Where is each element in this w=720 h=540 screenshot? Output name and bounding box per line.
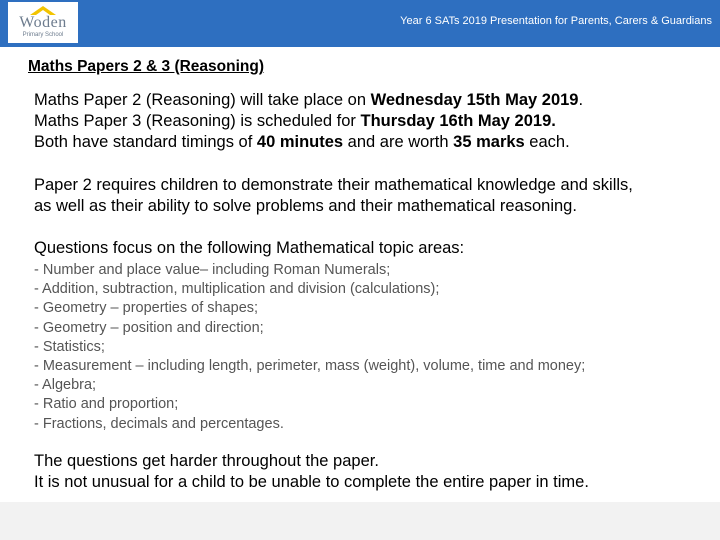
list-item: - Measurement – including length, perimeter, mass (weight), volume, time and money; <box>34 358 586 375</box>
logo-subtitle: Primary School <box>22 32 64 38</box>
intro-line-2 <box>34 111 714 132</box>
intro-line-3 <box>34 132 714 153</box>
list-item: - Geometry – properties of shapes; <box>34 300 259 317</box>
closing-line-2: It is not unusual for a child to be unable to complete the entire paper in time. <box>34 472 589 491</box>
marks: 35 marks <box>453 133 525 151</box>
intro-line-1 <box>34 90 714 111</box>
text-span: Maths Paper 2 (Reasoning) will take place on <box>34 91 371 109</box>
text-span: each. <box>524 133 570 151</box>
topic-list <box>34 261 714 434</box>
list-item: - Geometry – position and direction; <box>34 319 264 336</box>
footer-bar <box>0 502 720 540</box>
list-item: - Fractions, decimals and percentages. <box>34 415 284 432</box>
logo-name: Woden <box>19 14 67 31</box>
list-item: - Addition, subtraction, multiplication and division (calculations); <box>34 281 440 298</box>
date-paper-3: Thursday 16th May 2019. <box>360 112 556 130</box>
text-span: and are worth <box>343 133 454 151</box>
list-item: - Number and place value– including Roman Numerals; <box>34 262 391 278</box>
closing-line-1: The questions get harder throughout the paper. <box>34 451 379 470</box>
list-item: - Ratio and proportion; <box>34 396 179 413</box>
paper2-line-2: as well as their ability to solve problems and their mathematical reasoning. <box>34 197 577 215</box>
slide-title: Maths Papers 2 & 3 (Reasoning) <box>28 58 265 75</box>
presentation-title: Year 6 SATs 2019 Presentation for Parents, Carers & Guardians <box>400 15 712 27</box>
text-span: . <box>578 91 584 109</box>
list-item: - Statistics; <box>34 338 105 355</box>
header-bar <box>0 0 720 47</box>
list-item: - Algebra; <box>34 377 97 394</box>
paper2-line-1: Paper 2 requires children to demonstrate their mathematical knowledge and skills, <box>34 176 633 194</box>
slide-content <box>34 90 714 493</box>
duration: 40 minutes <box>256 133 344 151</box>
school-logo <box>8 2 78 43</box>
topics-heading: Questions focus on the following Mathematical topic areas: <box>34 239 465 257</box>
date-paper-2: Wednesday 15th May 2019 <box>370 91 579 109</box>
text-span: Both have standard timings of <box>34 133 257 151</box>
text-span: Maths Paper 3 (Reasoning) is scheduled for <box>34 112 361 130</box>
